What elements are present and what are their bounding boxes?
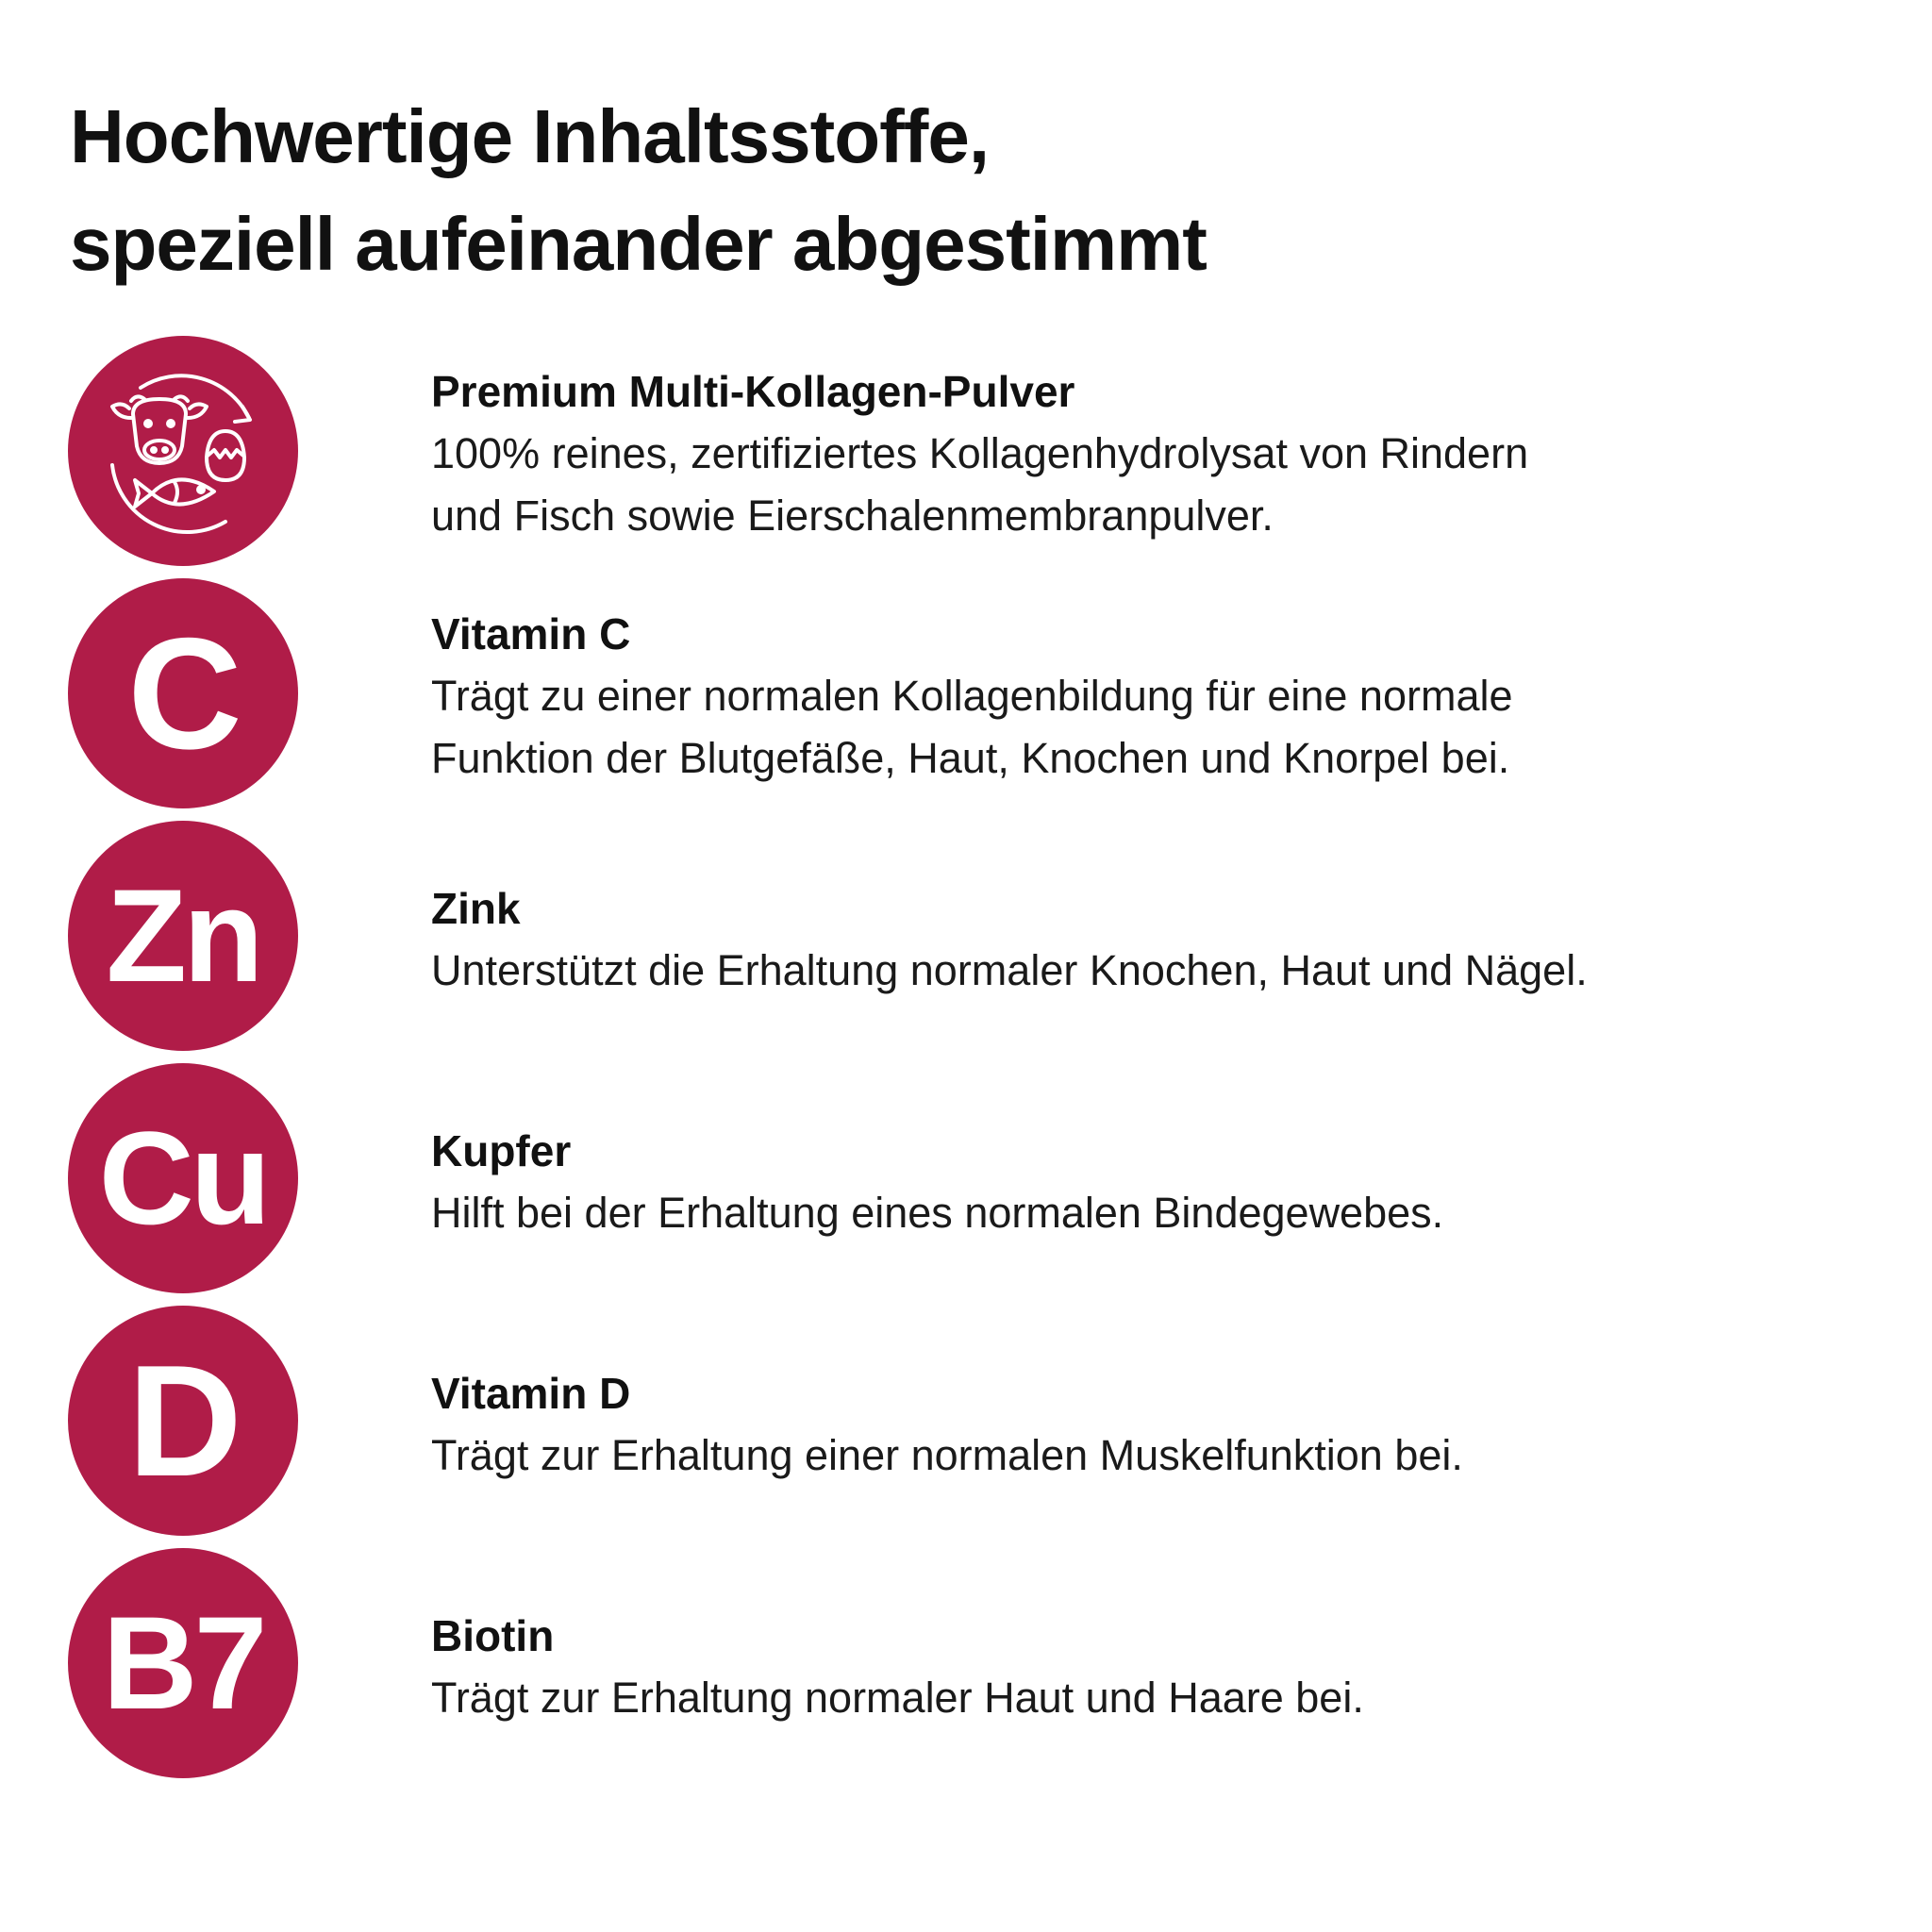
title-line-1: Hochwertige Inhaltsstoffe,	[70, 94, 990, 178]
kupfer-symbol: Cu	[98, 1104, 268, 1252]
kupfer-text	[431, 1120, 1443, 1244]
description-line: Hilft bei der Erhaltung eines normalen Bindegewebes.	[431, 1189, 1444, 1237]
ingredient-description	[431, 423, 1528, 547]
vitamin-c-badge	[68, 578, 298, 808]
description-line: und Fisch sowie Eierschalenmembranpulver.	[431, 491, 1274, 540]
ingredient-description	[431, 1667, 1364, 1729]
vitamin-d-badge	[68, 1306, 298, 1536]
zink-symbol: Zn	[106, 861, 260, 1009]
ingredient-row-vitamin-d	[0, 1306, 1932, 1551]
ingredient-description	[431, 940, 1588, 1002]
kupfer-badge	[68, 1063, 298, 1293]
biotin-text	[431, 1605, 1364, 1729]
ingredient-row-collagen	[0, 336, 1932, 581]
ingredient-heading: Kupfer	[431, 1126, 572, 1175]
vitamin-d-symbol: D	[127, 1332, 239, 1509]
description-line: Trägt zu einer normalen Kollagenbildung für eine normale	[431, 672, 1513, 720]
ingredient-heading: Zink	[431, 884, 521, 933]
biotin-badge	[68, 1548, 298, 1778]
biotin-symbol: B7	[102, 1589, 264, 1737]
title-line-2: speziell aufeinander abgestimmt	[70, 202, 1207, 286]
ingredient-heading: Vitamin D	[431, 1369, 631, 1418]
page-title	[70, 83, 1768, 298]
collagen-badge	[68, 336, 298, 566]
description-line: 100% reines, zertifiziertes Kollagenhydrolysat von Rindern	[431, 429, 1529, 477]
ingredient-description	[431, 1424, 1463, 1487]
ingredient-heading: Vitamin C	[431, 609, 631, 658]
description-line: Funktion der Blutgefäße, Haut, Knochen und Knorpel bei.	[431, 734, 1510, 782]
zink-text	[431, 877, 1588, 1002]
ingredient-row-vitamin-c	[0, 578, 1932, 824]
description-line: Trägt zur Erhaltung einer normalen Muskelfunktion bei.	[431, 1431, 1463, 1479]
ingredient-row-biotin	[0, 1548, 1932, 1793]
animal-sources-icon	[84, 352, 282, 550]
vitamin-d-text	[431, 1362, 1463, 1487]
vitamin-c-text	[431, 603, 1513, 790]
ingredient-row-kupfer	[0, 1063, 1932, 1308]
ingredient-description	[431, 1182, 1443, 1244]
ingredient-heading: Biotin	[431, 1611, 555, 1660]
ingredient-heading: Premium Multi-Kollagen-Pulver	[431, 367, 1075, 416]
vitamin-c-symbol: C	[127, 605, 239, 782]
description-line: Unterstützt die Erhaltung normaler Knochen, Haut und Nägel.	[431, 946, 1588, 994]
zink-badge	[68, 821, 298, 1051]
ingredient-description	[431, 665, 1513, 790]
description-line: Trägt zur Erhaltung normaler Haut und Haare bei.	[431, 1674, 1364, 1722]
collagen-text	[431, 360, 1528, 547]
ingredient-row-zink	[0, 821, 1932, 1066]
